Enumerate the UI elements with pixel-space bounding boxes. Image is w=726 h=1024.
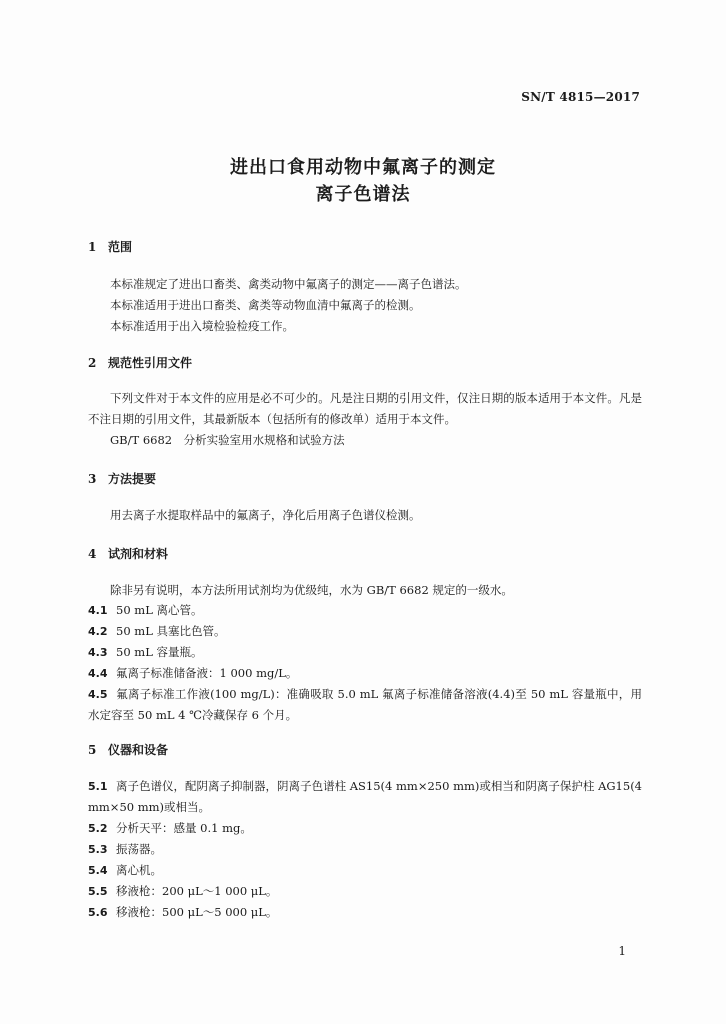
item-text: 50 mL 具塞比色管。 — [116, 624, 226, 638]
list-item — [88, 642, 642, 663]
item-number: 5.1 — [88, 780, 108, 793]
section-title: 规范性引用文件 — [108, 356, 193, 370]
item-number: 5.2 — [88, 822, 108, 835]
item-text: 分析天平：感量 0.1 mg。 — [116, 821, 252, 835]
item-text: 氟离子标准工作液(100 mg/L)：准确吸取 5.0 mL 氟离子标准储备溶液(4.4)至 50 mL 容量瓶中，用水定容至 50 mL 4 ℃冷藏保存 6 个月。 — [88, 687, 642, 722]
list-item — [88, 600, 642, 621]
item-number: 5.6 — [88, 906, 108, 919]
scope-body — [88, 274, 642, 337]
section-heading-instruments — [88, 741, 168, 758]
item-text: 50 mL 容量瓶。 — [116, 645, 203, 659]
item-number: 4.3 — [88, 646, 108, 659]
section-heading-method — [88, 470, 156, 487]
item-number: 4.1 — [88, 604, 108, 617]
paragraph: 本标准规定了进出口畜类、禽类动物中氟离子的测定——离子色谱法。 — [110, 277, 467, 291]
list-item — [88, 776, 642, 818]
normative-body — [88, 388, 642, 451]
list-item — [88, 684, 642, 726]
item-text: 移液枪：200 μL～1 000 μL。 — [116, 884, 278, 898]
paragraph: 下列文件对于本文件的应用是必不可少的。凡是注日期的引用文件，仅注日期的版本适用于本文件。凡是不注日期的引用文件，其最新版本（包括所有的修改单）适用于本文件。 — [88, 391, 642, 426]
item-text: 移液枪：500 μL～5 000 μL。 — [116, 905, 278, 919]
section-number: 5 — [88, 743, 97, 757]
item-number: 4.2 — [88, 625, 108, 638]
title-line-1: 进出口食用动物中氟离子的测定 — [230, 157, 496, 178]
list-item — [88, 881, 642, 902]
standard-code: SN/T 4815—2017 — [521, 90, 640, 104]
title-line-2: 离子色谱法 — [315, 184, 411, 205]
paragraph: 本标准适用于出入境检验检疫工作。 — [110, 319, 294, 333]
item-number: 5.3 — [88, 843, 108, 856]
section-number: 1 — [88, 240, 97, 254]
method-body — [88, 505, 642, 526]
section-number: 2 — [88, 356, 97, 370]
paragraph: 除非另有说明，本方法所用试剂均为优级纯，水为 GB/T 6682 规定的一级水。 — [110, 583, 513, 597]
section-heading-scope — [88, 238, 132, 255]
item-text: 离心机。 — [116, 863, 162, 877]
item-number: 5.5 — [88, 885, 108, 898]
section-heading-normative — [88, 354, 192, 371]
item-text: 氟离子标准储备液：1 000 mg/L。 — [116, 666, 298, 680]
list-item — [88, 663, 642, 684]
item-number: 4.5 — [88, 688, 108, 701]
section-heading-reagents — [88, 545, 168, 562]
item-text: 离子色谱仪，配阴离子抑制器，阴离子色谱柱 AS15(4 mm×250 mm)或相当和阴离子保护柱 AG15(4 mm×50 mm)或相当。 — [88, 779, 642, 814]
paragraph: 用去离子水提取样品中的氟离子，净化后用离子色谱仪检测。 — [110, 508, 421, 522]
section-number: 4 — [88, 547, 97, 561]
item-text: 50 mL 离心管。 — [116, 603, 203, 617]
section-title: 方法提要 — [108, 472, 157, 486]
section-title: 仪器和设备 — [108, 743, 169, 757]
list-item — [88, 860, 642, 881]
list-item — [88, 839, 642, 860]
section-title: 范围 — [108, 240, 133, 254]
list-item — [88, 818, 642, 839]
item-number: 5.4 — [88, 864, 108, 877]
list-item — [88, 621, 642, 642]
paragraph: 本标准适用于进出口畜类、禽类等动物血清中氟离子的检测。 — [110, 298, 421, 312]
page-number: 1 — [618, 944, 626, 958]
reference-entry: GB/T 6682 分析实验室用水规格和试验方法 — [110, 433, 345, 447]
section-title: 试剂和材料 — [108, 547, 169, 561]
section-number: 3 — [88, 472, 97, 486]
reagents-intro — [88, 580, 642, 601]
document-title — [0, 154, 726, 208]
item-text: 振荡器。 — [116, 842, 162, 856]
item-number: 4.4 — [88, 667, 108, 680]
list-item — [88, 902, 642, 923]
